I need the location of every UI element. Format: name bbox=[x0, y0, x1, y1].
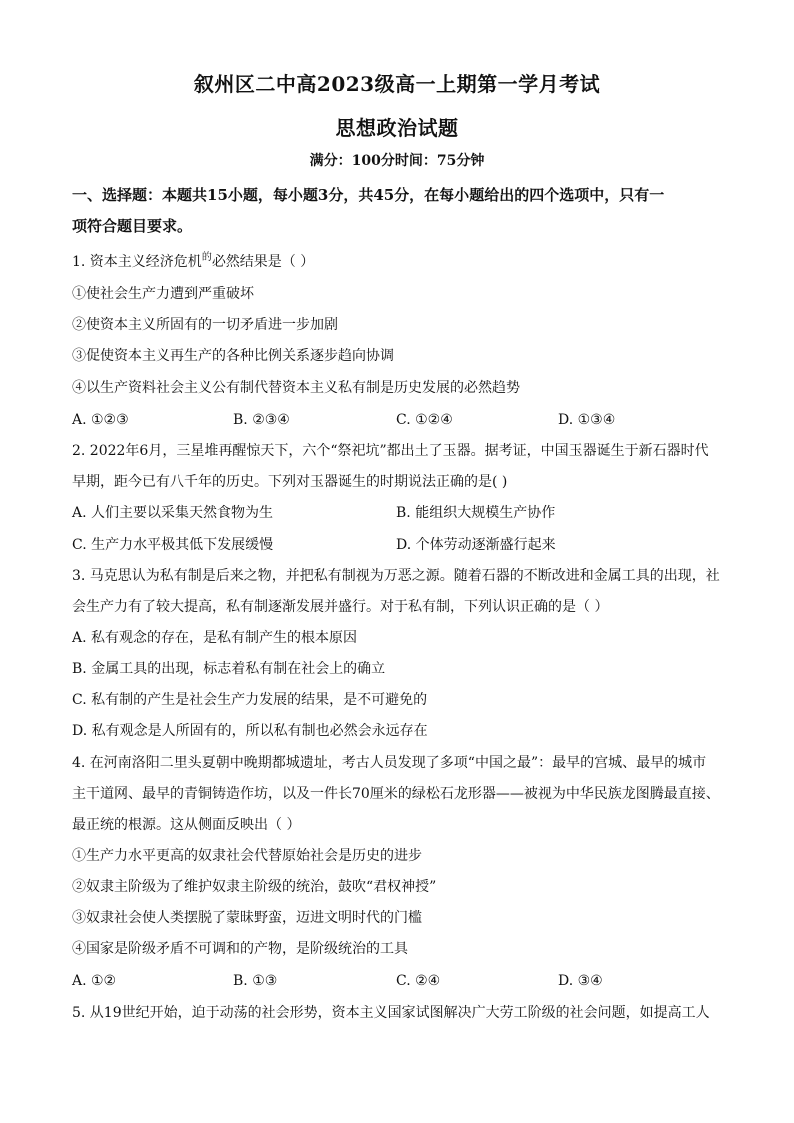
question-4-stem: 最正统的根源。这从侧面反映出（ ） bbox=[72, 817, 301, 833]
question-1-option-d: D. ①③④ bbox=[558, 412, 616, 428]
question-1-option-c: C. ①②④ bbox=[396, 412, 453, 428]
question-2-option-d: D. 个体劳动逐渐盛行起来 bbox=[396, 537, 556, 553]
question-1-stem-superscript: 的 bbox=[201, 252, 212, 263]
exam-subject: 思想政治试题 bbox=[335, 116, 459, 140]
question-2-option-c: C. 生产力水平极其低下发展缓慢 bbox=[72, 537, 274, 553]
section-heading-line: 一、选择题：本题共15小题，每小题3分，共45分，在每小题给出的四个选项中，只有一 bbox=[72, 186, 665, 204]
question-4-item: ①生产力水平更高的奴隶社会代替原始社会是历史的进步 bbox=[72, 848, 422, 864]
question-2-stem: 早期，距今已有八千年的历史。下列对玉器诞生的时期说法正确的是( ) bbox=[72, 474, 508, 490]
question-2-option-a: A. 人们主要以采集天然食物为生 bbox=[72, 505, 274, 521]
question-4-stem: 主干道网、最早的青铜铸造作坊，以及一件长70厘米的绿松石龙形器——被视为中华民族龙图腾最直接、 bbox=[72, 786, 720, 802]
question-1-option-b: B. ②③④ bbox=[233, 412, 290, 428]
question-5-stem: 5. 从19世纪开始，迫于动荡的社会形势，资本主义国家试图解决广大劳工阶级的社会问题，如提高工人 bbox=[72, 1005, 710, 1021]
score-time-info: 满分：100分时间：75分钟 bbox=[309, 153, 485, 169]
question-4-option-b: B. ①③ bbox=[233, 973, 278, 989]
question-3-stem: 会生产力有了较大提高，私有制逐渐发展并盛行。对于私有制，下列认识正确的是（ ） bbox=[72, 599, 609, 615]
question-1-option-a: A. ①②③ bbox=[72, 412, 129, 428]
exam-title: 叙州区二中高2023级高一上期第一学月考试 bbox=[193, 72, 601, 96]
question-2-option-b: B. 能组织大规模生产协作 bbox=[396, 505, 556, 521]
question-1-stem-part: 必然结果是（ ） bbox=[211, 254, 315, 270]
question-3-option-c: C. 私有制的产生是社会生产力发展的结果，是不可避免的 bbox=[72, 692, 428, 708]
question-4-stem: 4. 在河南洛阳二里头夏朝中晚期都城遗址，考古人员发现了多项“中国之最”：最早的宫城、最早的城市 bbox=[72, 755, 707, 771]
question-3-option-a: A. 私有观念的存在，是私有制产生的根本原因 bbox=[72, 630, 358, 646]
question-1-item: ③促使资本主义再生产的各种比例关系逐步趋向协调 bbox=[72, 348, 394, 364]
question-1-item: ④以生产资料社会主义公有制代替资本主义私有制是历史发展的必然趋势 bbox=[72, 380, 520, 396]
question-4-option-c: C. ②④ bbox=[396, 973, 441, 989]
question-4-option-a: A. ①② bbox=[72, 973, 117, 989]
question-4-item: ②奴隶主阶级为了维护奴隶主阶级的统治，鼓吹“君权神授” bbox=[72, 879, 437, 895]
question-3-stem: 3. 马克思认为私有制是后来之物，并把私有制视为万恶之源。随着石器的不断改进和金属工具的出现，社 bbox=[72, 568, 720, 584]
question-3-option-b: B. 金属工具的出现，标志着私有制在社会上的确立 bbox=[72, 661, 386, 677]
question-1-stem-part: 1. 资本主义经济危机 bbox=[72, 254, 202, 270]
question-1-item: ①使社会生产力遭到严重破坏 bbox=[72, 286, 254, 302]
question-4-option-d: D. ③④ bbox=[558, 973, 603, 989]
question-3-option-d: D. 私有观念是人所固有的，所以私有制也必然会永远存在 bbox=[72, 723, 428, 739]
question-2-stem: 2. 2022年6月，三星堆再醒惊天下，六个“祭祀坑”都出土了玉器。据考证，中国玉器诞生于新石器时代 bbox=[72, 443, 709, 459]
question-4-item: ③奴隶社会使人类摆脱了蒙昧野蛮，迈进文明时代的门槛 bbox=[72, 910, 422, 926]
section-heading bbox=[72, 180, 722, 242]
question-1-stem bbox=[72, 252, 732, 274]
question-1-item: ②使资本主义所固有的一切矛盾进一步加剧 bbox=[72, 317, 338, 333]
section-heading-line: 项符合题目要求。 bbox=[72, 217, 193, 235]
question-4-item: ④国家是阶级矛盾不可调和的产物，是阶级统治的工具 bbox=[72, 941, 408, 957]
